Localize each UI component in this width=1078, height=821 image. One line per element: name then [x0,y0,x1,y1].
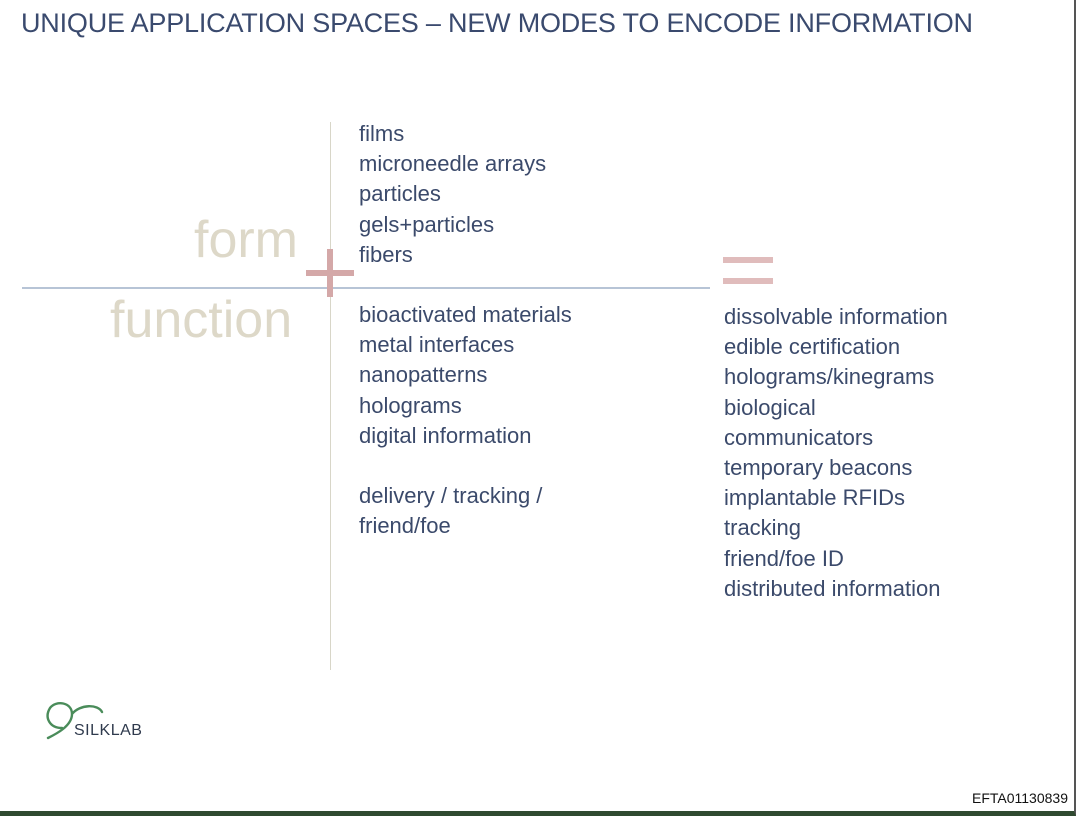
list-item: holograms/kinegrams [724,364,935,390]
list-item: fibers [359,241,413,267]
list-item: distributed information [724,575,941,601]
list-item: microneedle arrays [359,151,547,177]
list-item: communicators [724,424,874,450]
plus-icon [306,249,354,297]
list-item: tracking [724,515,802,541]
list-item: biological [724,394,816,420]
vertical-divider [330,122,331,670]
list-item: friend/foe ID [724,545,844,571]
document-id: EFTA01130839 [972,790,1068,806]
list-item: metal interfaces [359,332,515,358]
list-item: digital information [359,422,532,448]
form-label: form [194,211,298,269]
list-item: bioactivated materials [359,302,572,327]
list-item: gels+particles [359,211,495,237]
list-item: delivery / tracking / [359,483,543,509]
form-list [359,119,546,270]
result-list [724,302,948,604]
list-item: temporary beacons [724,455,913,481]
list-item: films [359,121,405,146]
list-item: dissolvable information [724,304,948,329]
list-item: friend/foe [359,513,451,539]
equals-icon [723,257,773,287]
function-list [359,300,572,541]
list-item: holograms [359,392,462,418]
slide-title: UNIQUE APPLICATION SPACES – NEW MODES TO ENCODE INFORMATION [21,8,973,38]
function-label: function [110,291,293,349]
logo-text: SILKLAB [74,722,143,739]
list-item: particles [359,181,441,207]
list-item: nanopatterns [359,362,488,388]
list-item: implantable RFIDs [724,485,905,511]
list-item: edible certification [724,334,901,360]
horizontal-divider [22,287,710,289]
